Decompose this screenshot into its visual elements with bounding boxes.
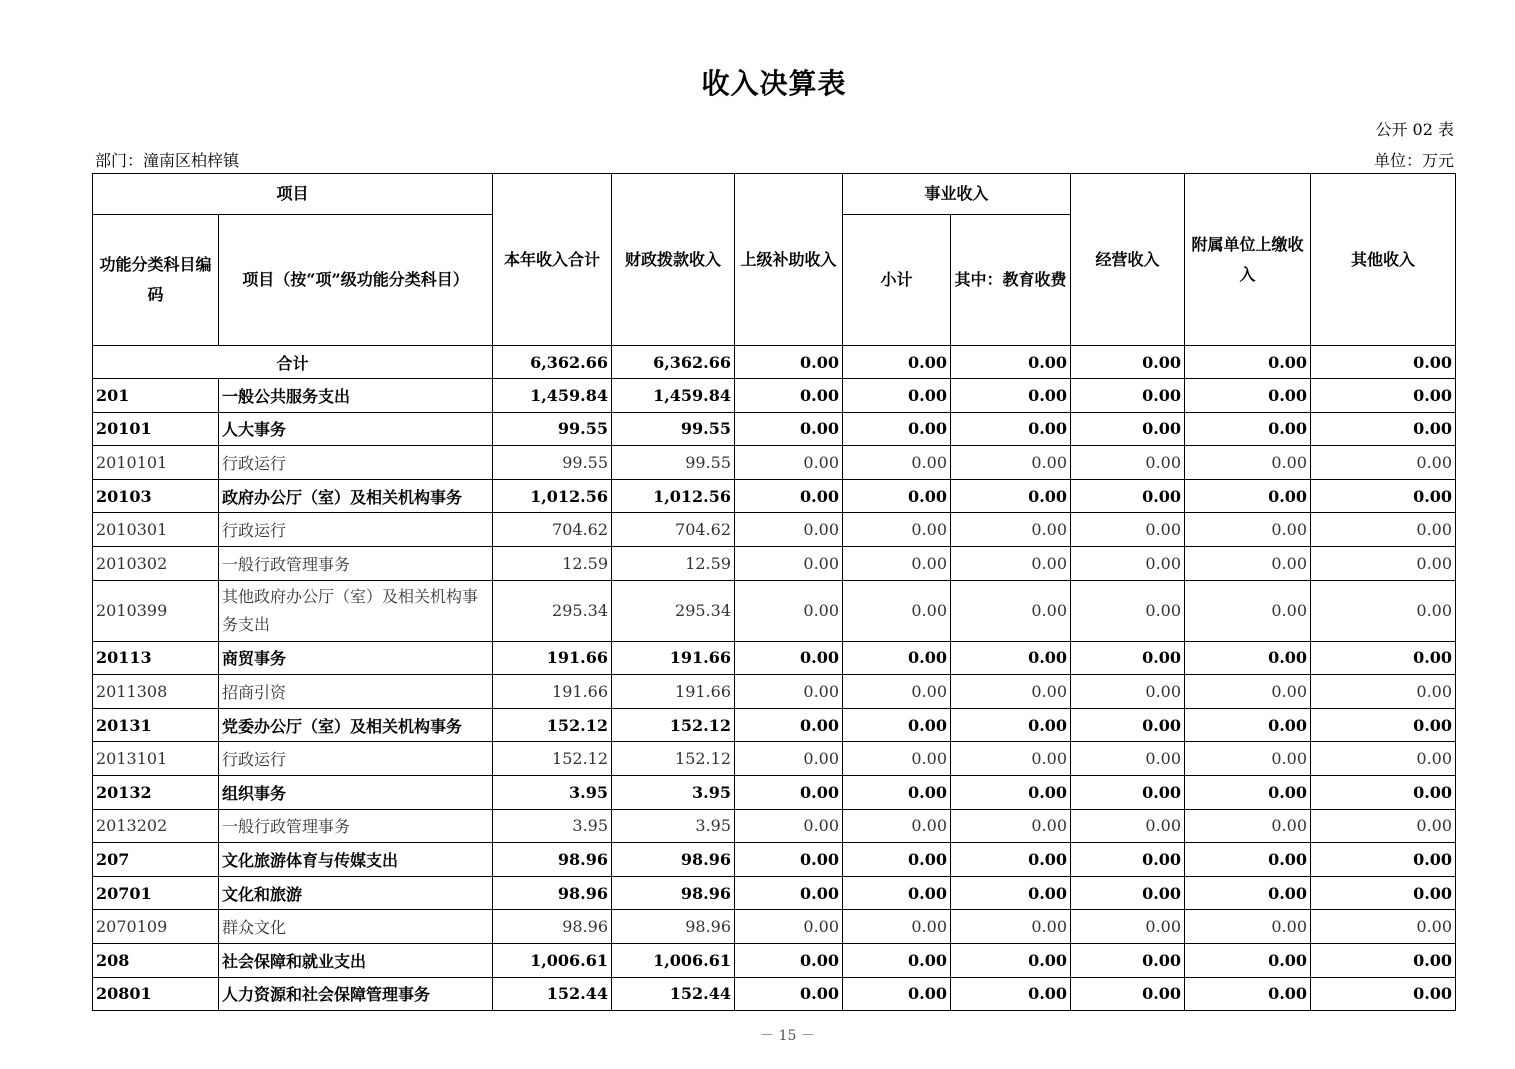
- row-value: 12.59: [493, 546, 612, 580]
- row-value: 0.00: [1185, 708, 1311, 742]
- unit-label: 单位：万元: [1373, 151, 1454, 170]
- table-row: [93, 675, 1456, 709]
- row-value: 0.00: [1185, 775, 1311, 809]
- row-name: 一般行政管理事务: [219, 809, 493, 843]
- row-value: 0.00: [735, 513, 843, 547]
- row-value: 0.00: [735, 479, 843, 513]
- row-name: 行政运行: [219, 446, 493, 480]
- table-body: [93, 346, 1456, 1011]
- row-value: 0.00: [1071, 910, 1185, 944]
- row-value: 0.00: [951, 580, 1071, 641]
- row-value: 0.00: [1071, 379, 1185, 413]
- total-value: 0.00: [735, 346, 843, 379]
- header-item: 项目: [93, 174, 493, 215]
- row-value: 0.00: [843, 513, 951, 547]
- row-value: 0.00: [951, 641, 1071, 675]
- header-operating: 经营收入: [1071, 174, 1185, 346]
- row-value: 152.12: [612, 708, 735, 742]
- row-value: 99.55: [612, 412, 735, 446]
- row-value: 0.00: [951, 742, 1071, 776]
- row-value: 0.00: [843, 876, 951, 910]
- row-code: 20101: [93, 412, 219, 446]
- table-row: [93, 580, 1456, 641]
- row-value: 295.34: [612, 580, 735, 641]
- row-value: 98.96: [612, 910, 735, 944]
- row-value: 99.55: [612, 446, 735, 480]
- row-value: 0.00: [1311, 708, 1456, 742]
- row-value: 0.00: [1311, 809, 1456, 843]
- row-value: 0.00: [1311, 675, 1456, 709]
- row-value: 152.44: [493, 977, 612, 1011]
- row-value: 0.00: [735, 943, 843, 977]
- row-value: 0.00: [1311, 412, 1456, 446]
- row-name: 行政运行: [219, 742, 493, 776]
- total-label: 合计: [93, 346, 493, 379]
- table-row: [93, 809, 1456, 843]
- row-value: 0.00: [1185, 876, 1311, 910]
- row-value: 0.00: [1311, 641, 1456, 675]
- row-value: 98.96: [493, 910, 612, 944]
- row-code: 201: [93, 379, 219, 413]
- row-value: 0.00: [1071, 943, 1185, 977]
- row-value: 0.00: [951, 513, 1071, 547]
- table-row: [93, 641, 1456, 675]
- row-value: 0.00: [1311, 479, 1456, 513]
- page-title: 收入决算表: [701, 67, 847, 100]
- header-business-group: 事业收入: [843, 174, 1071, 215]
- row-value: 152.12: [493, 708, 612, 742]
- row-value: 0.00: [735, 809, 843, 843]
- row-value: 0.00: [1185, 580, 1311, 641]
- row-value: 1,012.56: [612, 479, 735, 513]
- table-row: [93, 977, 1456, 1011]
- row-value: 0.00: [1311, 775, 1456, 809]
- page-number: － 15 －: [760, 1028, 815, 1044]
- row-code: 2013101: [93, 742, 219, 776]
- header-superior: 上级补助收入: [735, 174, 843, 346]
- row-value: 0.00: [735, 675, 843, 709]
- row-name: 组织事务: [219, 775, 493, 809]
- row-value: 0.00: [951, 977, 1071, 1011]
- header-func-code: 功能分类科目编码: [93, 215, 219, 346]
- row-value: 0.00: [951, 446, 1071, 480]
- row-name: 招商引资: [219, 675, 493, 709]
- header-other: 其他收入: [1311, 174, 1456, 346]
- total-row: [93, 346, 1456, 379]
- row-value: 0.00: [1311, 513, 1456, 547]
- table-row: [93, 446, 1456, 480]
- row-value: 3.95: [612, 809, 735, 843]
- row-code: 20701: [93, 876, 219, 910]
- row-value: 0.00: [951, 708, 1071, 742]
- row-value: 0.00: [1071, 513, 1185, 547]
- row-value: 0.00: [843, 641, 951, 675]
- table-row: [93, 775, 1456, 809]
- row-value: 0.00: [1185, 977, 1311, 1011]
- row-value: 295.34: [493, 580, 612, 641]
- row-value: 1,006.61: [493, 943, 612, 977]
- row-value: 152.12: [612, 742, 735, 776]
- row-value: 99.55: [493, 446, 612, 480]
- row-value: 191.66: [612, 675, 735, 709]
- table-row: [93, 742, 1456, 776]
- row-value: 0.00: [843, 843, 951, 877]
- total-value: 0.00: [1185, 346, 1311, 379]
- row-value: 0.00: [1071, 675, 1185, 709]
- row-value: 0.00: [1071, 775, 1185, 809]
- row-value: 0.00: [843, 809, 951, 843]
- row-name: 人大事务: [219, 412, 493, 446]
- table-row: [93, 708, 1456, 742]
- row-value: 0.00: [1185, 943, 1311, 977]
- row-value: 12.59: [612, 546, 735, 580]
- row-value: 0.00: [1311, 843, 1456, 877]
- row-code: 2010101: [93, 446, 219, 480]
- row-value: 0.00: [1071, 876, 1185, 910]
- row-name: 社会保障和就业支出: [219, 943, 493, 977]
- row-value: 0.00: [843, 910, 951, 944]
- table-row: [93, 876, 1456, 910]
- total-value: 0.00: [1071, 346, 1185, 379]
- row-value: 0.00: [951, 876, 1071, 910]
- row-name: 人力资源和社会保障管理事务: [219, 977, 493, 1011]
- row-value: 0.00: [843, 379, 951, 413]
- table-row: [93, 546, 1456, 580]
- row-value: 98.96: [612, 843, 735, 877]
- row-value: 0.00: [1185, 412, 1311, 446]
- row-name: 文化旅游体育与传媒支出: [219, 843, 493, 877]
- row-value: 0.00: [843, 446, 951, 480]
- row-value: 0.00: [1071, 580, 1185, 641]
- form-number: 公开 02 表: [1375, 120, 1454, 139]
- table-row: [93, 379, 1456, 413]
- row-code: 208: [93, 943, 219, 977]
- header-item-name: 项目（按“项”级功能分类科目）: [219, 215, 493, 346]
- row-code: 207: [93, 843, 219, 877]
- total-value: 6,362.66: [493, 346, 612, 379]
- total-value: 0.00: [951, 346, 1071, 379]
- total-value: 6,362.66: [612, 346, 735, 379]
- row-value: 1,006.61: [612, 943, 735, 977]
- row-value: 1,459.84: [493, 379, 612, 413]
- header-affiliated: 附属单位上缴收入: [1185, 174, 1311, 346]
- row-value: 0.00: [951, 843, 1071, 877]
- row-value: 0.00: [1071, 412, 1185, 446]
- row-value: 0.00: [843, 742, 951, 776]
- row-value: 3.95: [493, 775, 612, 809]
- row-value: 0.00: [1311, 943, 1456, 977]
- row-value: 0.00: [1311, 446, 1456, 480]
- row-value: 0.00: [843, 580, 951, 641]
- row-value: 0.00: [1311, 977, 1456, 1011]
- row-value: 191.66: [493, 641, 612, 675]
- row-value: 0.00: [843, 412, 951, 446]
- table-row: [93, 479, 1456, 513]
- row-code: 2070109: [93, 910, 219, 944]
- row-value: 0.00: [1071, 641, 1185, 675]
- table-row: [93, 513, 1456, 547]
- row-value: 99.55: [493, 412, 612, 446]
- row-value: 0.00: [735, 412, 843, 446]
- row-value: 0.00: [843, 546, 951, 580]
- row-value: 1,459.84: [612, 379, 735, 413]
- header-subtotal: 小计: [843, 215, 951, 346]
- row-value: 704.62: [493, 513, 612, 547]
- department-label: 部门：潼南区柏梓镇: [95, 151, 240, 170]
- row-value: 0.00: [735, 546, 843, 580]
- row-value: 0.00: [1071, 809, 1185, 843]
- row-value: 0.00: [735, 775, 843, 809]
- row-value: 0.00: [1185, 446, 1311, 480]
- row-value: 0.00: [1311, 876, 1456, 910]
- table-row: [93, 412, 1456, 446]
- row-value: 3.95: [493, 809, 612, 843]
- table-row: [93, 843, 1456, 877]
- row-value: 0.00: [1185, 910, 1311, 944]
- row-value: 0.00: [735, 910, 843, 944]
- row-code: 20131: [93, 708, 219, 742]
- row-value: 0.00: [951, 546, 1071, 580]
- row-value: 0.00: [1185, 513, 1311, 547]
- row-code: 2010302: [93, 546, 219, 580]
- row-value: 0.00: [1071, 977, 1185, 1011]
- row-value: 0.00: [1185, 479, 1311, 513]
- row-value: 0.00: [843, 675, 951, 709]
- row-code: 2010301: [93, 513, 219, 547]
- row-value: 0.00: [1185, 843, 1311, 877]
- row-value: 191.66: [612, 641, 735, 675]
- row-value: 0.00: [1311, 910, 1456, 944]
- row-name: 其他政府办公厅（室）及相关机构事务支出: [219, 580, 493, 641]
- row-value: 152.44: [612, 977, 735, 1011]
- row-value: 0.00: [1311, 742, 1456, 776]
- row-value: 0.00: [843, 708, 951, 742]
- row-value: 0.00: [951, 379, 1071, 413]
- row-code: 20132: [93, 775, 219, 809]
- row-value: 1,012.56: [493, 479, 612, 513]
- row-value: 0.00: [1071, 479, 1185, 513]
- row-code: 2013202: [93, 809, 219, 843]
- row-code: 2011308: [93, 675, 219, 709]
- row-value: 0.00: [1185, 641, 1311, 675]
- row-value: 0.00: [951, 943, 1071, 977]
- row-value: 0.00: [951, 910, 1071, 944]
- row-code: 2010399: [93, 580, 219, 641]
- row-value: 0.00: [1311, 379, 1456, 413]
- row-value: 0.00: [1185, 379, 1311, 413]
- row-value: 0.00: [1071, 546, 1185, 580]
- header-edu-fee: 其中：教育收费: [951, 215, 1071, 346]
- row-value: 152.12: [493, 742, 612, 776]
- row-name: 一般行政管理事务: [219, 546, 493, 580]
- header-fiscal: 财政拨款收入: [612, 174, 735, 346]
- row-name: 商贸事务: [219, 641, 493, 675]
- row-value: 0.00: [1185, 809, 1311, 843]
- row-value: 0.00: [951, 412, 1071, 446]
- row-value: 0.00: [735, 977, 843, 1011]
- row-value: 0.00: [1071, 446, 1185, 480]
- row-value: 3.95: [612, 775, 735, 809]
- row-value: 0.00: [735, 580, 843, 641]
- row-value: 0.00: [1311, 580, 1456, 641]
- row-value: 0.00: [735, 708, 843, 742]
- row-value: 98.96: [612, 876, 735, 910]
- table-row: [93, 910, 1456, 944]
- row-value: 0.00: [843, 977, 951, 1011]
- row-name: 党委办公厅（室）及相关机构事务: [219, 708, 493, 742]
- row-value: 0.00: [951, 675, 1071, 709]
- row-value: 0.00: [735, 379, 843, 413]
- row-value: 0.00: [1071, 742, 1185, 776]
- header-total-income: 本年收入合计: [493, 174, 612, 346]
- row-value: 98.96: [493, 843, 612, 877]
- row-value: 0.00: [1185, 546, 1311, 580]
- row-name: 政府办公厅（室）及相关机构事务: [219, 479, 493, 513]
- row-value: 704.62: [612, 513, 735, 547]
- row-name: 群众文化: [219, 910, 493, 944]
- row-value: 0.00: [843, 943, 951, 977]
- total-value: 0.00: [1311, 346, 1456, 379]
- row-value: 0.00: [1071, 843, 1185, 877]
- row-value: 0.00: [735, 843, 843, 877]
- income-table: [92, 173, 1456, 1011]
- row-name: 行政运行: [219, 513, 493, 547]
- row-value: 0.00: [951, 809, 1071, 843]
- table-row: [93, 943, 1456, 977]
- row-value: 0.00: [1311, 546, 1456, 580]
- row-value: 0.00: [843, 775, 951, 809]
- row-value: 191.66: [493, 675, 612, 709]
- row-value: 98.96: [493, 876, 612, 910]
- row-code: 20103: [93, 479, 219, 513]
- total-value: 0.00: [843, 346, 951, 379]
- row-value: 0.00: [735, 742, 843, 776]
- row-value: 0.00: [735, 641, 843, 675]
- row-value: 0.00: [735, 446, 843, 480]
- row-value: 0.00: [1185, 675, 1311, 709]
- row-value: 0.00: [951, 479, 1071, 513]
- row-value: 0.00: [951, 775, 1071, 809]
- row-code: 20801: [93, 977, 219, 1011]
- row-value: 0.00: [735, 876, 843, 910]
- row-name: 文化和旅游: [219, 876, 493, 910]
- row-value: 0.00: [1185, 742, 1311, 776]
- row-name: 一般公共服务支出: [219, 379, 493, 413]
- row-code: 20113: [93, 641, 219, 675]
- row-value: 0.00: [1071, 708, 1185, 742]
- row-value: 0.00: [843, 479, 951, 513]
